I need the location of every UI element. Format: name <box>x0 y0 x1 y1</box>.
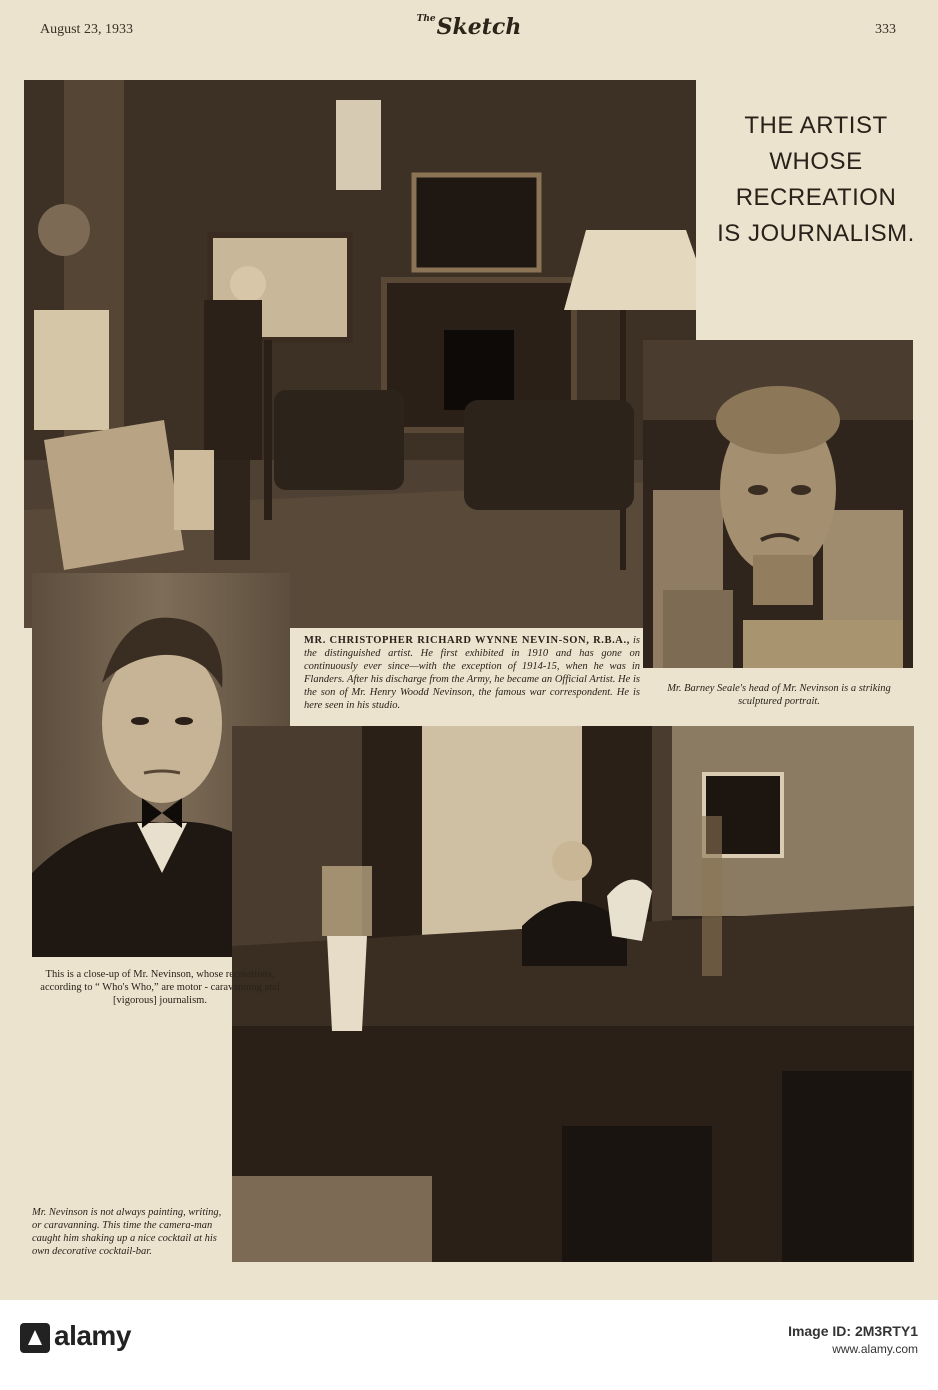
masthead <box>0 14 938 40</box>
cocktail-bar-photo <box>232 726 914 1262</box>
sculpture-caption: Mr. Barney Seale's head of Mr. Nevinson is a striking sculptured portrait. <box>667 683 891 707</box>
brand-name: alamy <box>54 1320 131 1351</box>
studio-photo <box>24 80 696 628</box>
brand-logo-icon <box>20 1323 50 1353</box>
studio-caption-body: is the distinguished artist. He first exhibited in 1910 and has gone on continuously ever since—with the exception of 1914-15, when he was in Flanders. After his discharge from the Army, he became an Official Artist. He is the son of Mr. Henry Woodd Nevinson, the famous war correspondent. He is here seen in his studio. <box>304 635 641 711</box>
brand-logo[interactable] <box>20 1320 131 1353</box>
headline-line: WHOSE <box>769 148 863 175</box>
image-id: Image ID: 2M3RTY1 <box>788 1323 918 1339</box>
cocktail-bar-photo-drawing <box>232 726 914 1262</box>
studio-caption-name: MR. CHRISTOPHER RICHARD WYNNE NEVIN-SON, R.B.A., <box>304 635 630 646</box>
portrait-caption: This is a close-up of Mr. Nevinson, whose recreations, according to “ Who's Who,” are motor - caravanning and [vigorous] journalism. <box>40 969 280 1006</box>
headline <box>700 108 932 252</box>
page-number: 333 <box>875 22 896 37</box>
masthead-title: Sketch <box>436 14 522 40</box>
sculpture-photo-drawing <box>643 340 913 668</box>
site-url[interactable]: www.alamy.com <box>832 1342 918 1356</box>
studio-caption <box>304 630 640 712</box>
cocktail-bar-caption: Mr. Nevinson is not always painting, writing, or caravanning. This time the camera-man caught him shaking up a nice cocktail at his own decorative cocktail-bar. <box>32 1207 222 1257</box>
masthead-the: The <box>416 14 436 24</box>
sculpture-photo <box>643 340 913 668</box>
issue-date: August 23, 1933 <box>40 22 133 37</box>
headline-line: RECREATION <box>735 184 897 211</box>
studio-photo-drawing <box>24 80 696 628</box>
headline-line: THE ARTIST <box>744 112 888 139</box>
footer-meta <box>788 1322 918 1358</box>
headline-line: IS JOURNALISM. <box>717 220 915 247</box>
